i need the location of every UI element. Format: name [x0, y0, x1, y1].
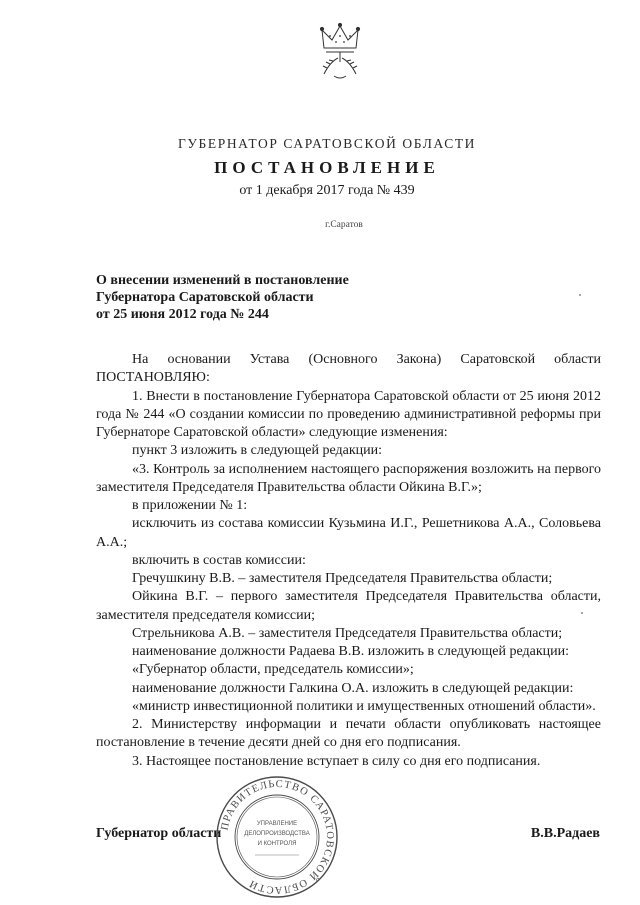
- body-paragraph: наименование должности Галкина О.А. изложить в следующей редакции:: [132, 680, 574, 696]
- svg-text:УПРАВЛЕНИЕ: УПРАВЛЕНИЕ: [256, 821, 298, 827]
- body-paragraph: 2. Министерству информации и печати области опубликовать настоящее постановление в течение десяти дней со дня его подписания.: [96, 717, 601, 751]
- svg-text:ПРАВИТЕЛЬСТВО САРАТОВСКОЙ ОБЛА: ПРАВИТЕЛЬСТВО САРАТОВСКОЙ ОБЛАСТИ: [219, 778, 336, 896]
- document-title: [96, 272, 416, 323]
- body-paragraph: исключить из состава комиссии Кузьмина И.Г., Решетникова А.А., Соловьева А.А.;: [96, 516, 601, 550]
- body-paragraph: наименование должности Радаева В.В. изложить в следующей редакции:: [132, 644, 570, 659]
- body-paragraph: 3. Настоящее постановление вступает в силу со дня его подписания.: [132, 753, 541, 769]
- body-paragraph: «3. Контроль за исполнением настоящего распоряжения возложить на первого заместителя Председателя Правительства области Ойкина В.Г.»;: [96, 461, 601, 495]
- document-date-number: от 1 декабря 2017 года № 439: [239, 183, 415, 198]
- svg-text:И КОНТРОЛЯ: И КОНТРОЛЯ: [257, 841, 297, 847]
- body-paragraph: На основании Устава (Основного Закона) Саратовской области ПОСТАНОВЛЯЮ:: [96, 352, 601, 386]
- body-paragraph: включить в состав комиссии:: [132, 552, 306, 568]
- document-type-heading: ПОСТАНОВЛЕНИЕ: [214, 158, 440, 177]
- body-paragraph: 1. Внести в постановление Губернатора Саратовской области от 25 июня 2012 года № 244 «О создании комиссии по проведению административной реформы при Губернаторе Саратовской области» следующие изменения:: [96, 388, 601, 440]
- body-paragraph: «министр инвестиционной политики и имущественных отношений области».: [132, 698, 596, 714]
- body-paragraph: Стрельникова А.В. – заместителя Председателя Правительства области;: [132, 625, 563, 641]
- title-line: О внесении изменений в постановление: [96, 273, 349, 288]
- document-place: г.Саратов: [325, 220, 363, 230]
- body-paragraph: в приложении № 1:: [132, 498, 248, 513]
- body-paragraph: «Губернатор области, председатель комиссии»;: [132, 662, 414, 678]
- title-line: от 25 июня 2012 года № 244: [96, 307, 269, 322]
- svg-text:ДЕЛОПРОИЗВОДСТВА: ДЕЛОПРОИЗВОДСТВА: [244, 831, 310, 837]
- document-body: [96, 351, 601, 771]
- scan-artifact: [579, 294, 581, 296]
- coat-of-arms-emblem: [300, 18, 380, 90]
- body-paragraph: Ойкина В.Г. – первого заместителя Председателя Правительства области, заместителя председателя комиссии;: [96, 589, 601, 623]
- body-paragraph: пункт 3 изложить в следующей редакции:: [132, 443, 382, 459]
- issuing-authority: ГУБЕРНАТОР САРАТОВСКОЙ ОБЛАСТИ: [177, 136, 477, 151]
- title-line: Губернатора Саратовской области: [96, 290, 314, 305]
- signatory-name: В.В.Радаев: [530, 826, 600, 841]
- official-seal-stamp: [213, 773, 341, 901]
- body-paragraph: Гречушкину В.В. – заместителя Председателя Правительства области;: [132, 571, 553, 586]
- signatory-position: Губернатор области: [96, 826, 222, 841]
- scan-artifact: [581, 612, 583, 614]
